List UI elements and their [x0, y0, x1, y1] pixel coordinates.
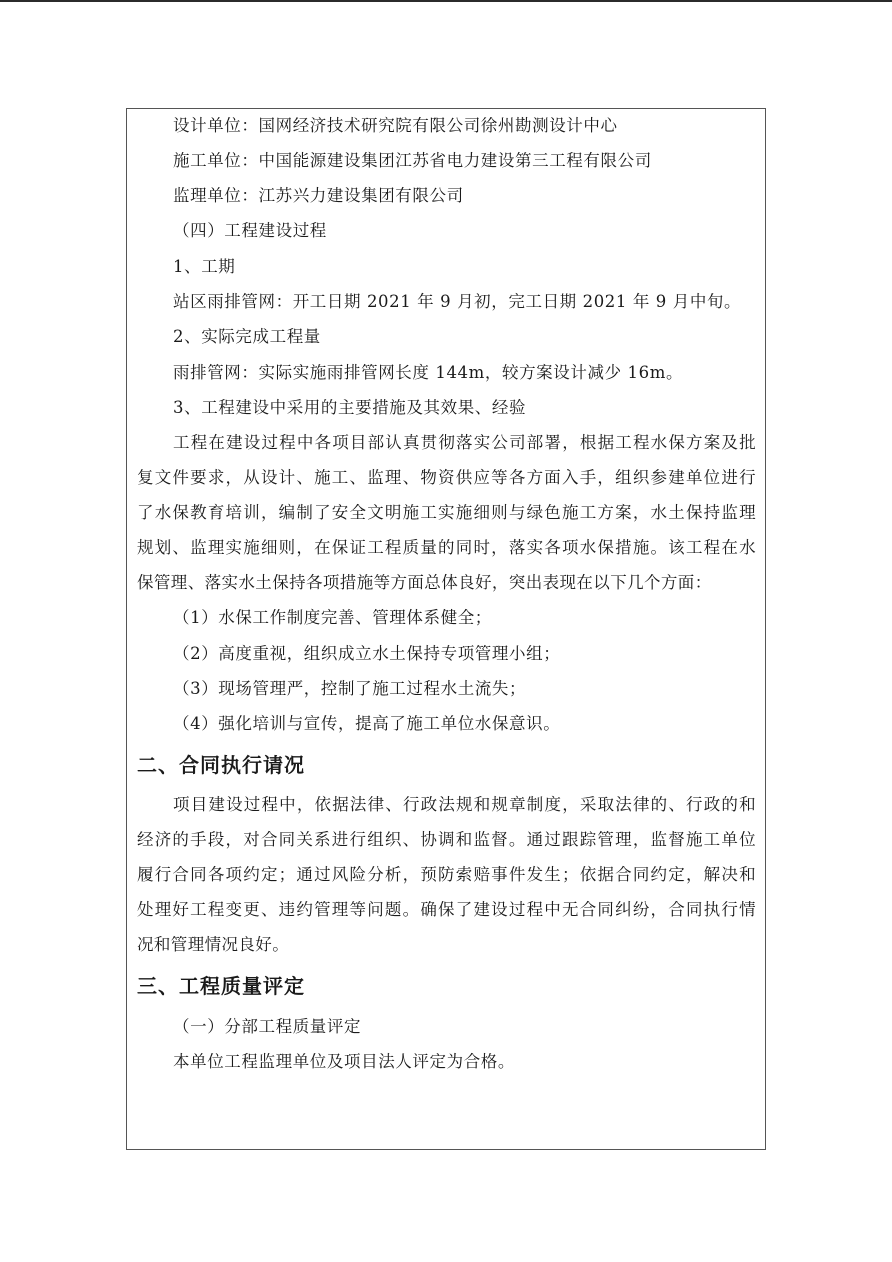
quantity-text: 雨排管网：实际实施雨排管网长度 144m，较方案设计减少 16m。: [173, 363, 684, 382]
measures-title: 3、工程建设中采用的主要措施及其效果、经验: [173, 398, 527, 417]
supervision-unit-line: 监理单位：江苏兴力建设集团有限公司: [173, 186, 464, 205]
period-title: 1、工期: [173, 257, 236, 276]
measures-list-item: （2）高度重视，组织成立水土保持专项管理小组；: [173, 644, 561, 663]
measures-paragraph-line: 复文件要求，从设计、施工、监理、物资供应等各方面入手，组织参建单位进行: [137, 468, 756, 487]
period-text: 站区雨排管网：开工日期 2021 年 9 月初，完工日期 2021 年 9 月中旬。: [173, 292, 742, 311]
contract-paragraph-line: 项目建设过程中，依据法律、行政法规和规章制度，采取法律的、行政的和: [173, 795, 756, 814]
measures-list-item: （4）强化培训与宣传，提高了施工单位水保意识。: [173, 714, 561, 733]
quality-sub-heading: （一）分部工程质量评定: [173, 1017, 362, 1036]
quality-text: 本单位工程监理单位及项目法人评定为合格。: [173, 1052, 515, 1071]
measures-list-item: （3）现场管理严，控制了施工过程水土流失；: [173, 679, 527, 698]
construction-unit-line: 施工单位：中国能源建设集团江苏省电力建设第三工程有限公司: [173, 151, 652, 170]
quantity-title: 2、实际完成工程量: [173, 327, 321, 346]
contract-paragraph-line: 处理好工程变更、违约管理等问题。确保了建设过程中无合同纠纷，合同执行情: [137, 900, 756, 919]
measures-paragraph-line: 了水保教育培训，编制了安全文明施工实施细则与绿色施工方案，水土保持监理: [137, 503, 756, 522]
contract-section-heading: 二、合同执行请况: [137, 753, 305, 777]
contract-paragraph-line: 经济的手段，对合同关系进行组织、协调和监督。通过跟踪管理，监督施工单位: [137, 830, 756, 849]
design-unit-line: 设计单位：国网经济技术研究院有限公司徐州勘测设计中心: [173, 116, 618, 135]
page-top-rule: [0, 0, 892, 2]
contract-paragraph-line: 履行合同各项约定；通过风险分析，预防索赔事件发生；依据合同约定，解决和: [137, 865, 756, 884]
measures-list-item: （1）水保工作制度完善、管理体系健全；: [173, 608, 492, 627]
contract-paragraph-line: 况和管理情况良好。: [137, 935, 290, 954]
measures-paragraph-line: 规划、监理实施细则，在保证工程质量的同时，落实各项水保措施。该工程在水: [137, 538, 756, 557]
measures-paragraph-line: 工程在建设过程中各项目部认真贯彻落实公司部署，根据工程水保方案及批: [173, 433, 756, 452]
construction-process-heading: （四）工程建设过程: [173, 221, 327, 240]
measures-paragraph-line: 保管理、落实水土保持各项措施等方面总体良好，突出表现在以下几个方面：: [137, 573, 712, 592]
quality-section-heading: 三、工程质量评定: [137, 974, 305, 998]
